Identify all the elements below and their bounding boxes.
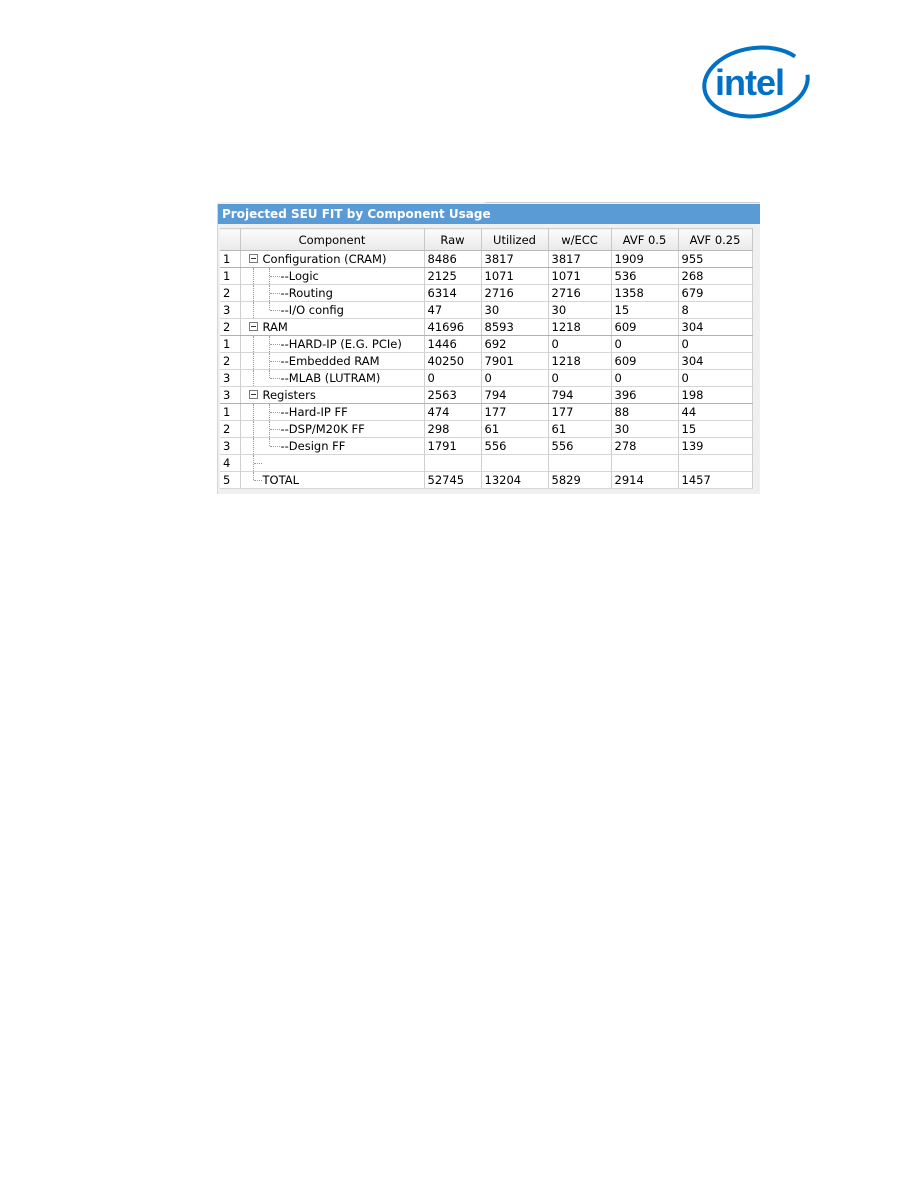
component-label: RAM — [262, 320, 288, 334]
table-row[interactable] — [220, 455, 752, 472]
avf-0-5-cell: 0 — [611, 336, 678, 353]
row-index: 2 — [220, 421, 240, 438]
component-cell — [240, 268, 424, 285]
raw-cell: 298 — [424, 421, 481, 438]
table-row[interactable] — [220, 421, 752, 438]
avf-0-25-cell: 268 — [678, 268, 752, 285]
wecc-cell: 3817 — [548, 251, 611, 268]
column-header-avf-0-25[interactable]: AVF 0.25 — [678, 229, 752, 251]
utilized-cell: 61 — [481, 421, 548, 438]
row-index: 4 — [220, 455, 240, 472]
avf-0-25-cell: 198 — [678, 387, 752, 404]
avf-0-25-cell: 1457 — [678, 472, 752, 489]
table-body — [220, 251, 752, 489]
row-index: 1 — [220, 268, 240, 285]
component-label: --Logic — [280, 269, 319, 283]
table-row[interactable] — [220, 387, 752, 404]
wecc-cell: 2716 — [548, 285, 611, 302]
row-index: 1 — [220, 336, 240, 353]
wecc-cell: 1071 — [548, 268, 611, 285]
utilized-cell: 0 — [481, 370, 548, 387]
collapse-toggle-icon[interactable] — [249, 322, 258, 331]
utilized-cell: 692 — [481, 336, 548, 353]
wecc-cell: 5829 — [548, 472, 611, 489]
avf-0-25-cell: 679 — [678, 285, 752, 302]
row-index: 2 — [220, 319, 240, 336]
row-index: 5 — [220, 472, 240, 489]
table-row[interactable] — [220, 404, 752, 421]
component-cell — [240, 455, 424, 472]
table-row[interactable] — [220, 370, 752, 387]
raw-cell: 1446 — [424, 336, 481, 353]
column-header-utilized[interactable]: Utilized — [481, 229, 548, 251]
table-row[interactable] — [220, 438, 752, 455]
utilized-cell: 8593 — [481, 319, 548, 336]
wecc-cell: 0 — [548, 370, 611, 387]
component-label: Registers — [262, 388, 316, 402]
component-label: --MLAB (LUTRAM) — [280, 371, 381, 385]
utilized-cell: 2716 — [481, 285, 548, 302]
avf-0-25-cell: 955 — [678, 251, 752, 268]
component-cell — [240, 370, 424, 387]
component-label: Configuration (CRAM) — [262, 252, 387, 266]
raw-cell: 6314 — [424, 285, 481, 302]
avf-0-25-cell: 304 — [678, 353, 752, 370]
component-label: --Hard-IP FF — [280, 405, 348, 419]
wecc-cell: 1218 — [548, 319, 611, 336]
avf-0-5-cell: 2914 — [611, 472, 678, 489]
wecc-cell: 61 — [548, 421, 611, 438]
component-label: --Routing — [280, 286, 333, 300]
table-row[interactable] — [220, 268, 752, 285]
utilized-cell: 30 — [481, 302, 548, 319]
table-row[interactable] — [220, 302, 752, 319]
utilized-cell: 556 — [481, 438, 548, 455]
column-header-component[interactable]: Component — [240, 229, 424, 251]
column-header-wecc[interactable]: w/ECC — [548, 229, 611, 251]
component-label: --DSP/M20K FF — [280, 422, 365, 436]
column-header-avf-0-5[interactable]: AVF 0.5 — [611, 229, 678, 251]
table-row[interactable] — [220, 472, 752, 489]
utilized-cell: 177 — [481, 404, 548, 421]
raw-cell: 2125 — [424, 268, 481, 285]
wecc-cell — [548, 455, 611, 472]
component-cell — [240, 251, 424, 268]
column-header-index[interactable] — [220, 229, 240, 251]
avf-0-5-cell: 0 — [611, 370, 678, 387]
utilized-cell: 13204 — [481, 472, 548, 489]
avf-0-5-cell: 1358 — [611, 285, 678, 302]
raw-cell: 8486 — [424, 251, 481, 268]
raw-cell: 47 — [424, 302, 481, 319]
wecc-cell: 177 — [548, 404, 611, 421]
component-cell — [240, 285, 424, 302]
avf-0-25-cell: 0 — [678, 336, 752, 353]
component-cell — [240, 319, 424, 336]
intel-logo-text: intel — [715, 62, 785, 103]
avf-0-5-cell: 15 — [611, 302, 678, 319]
component-label: --Design FF — [280, 439, 346, 453]
avf-0-5-cell — [611, 455, 678, 472]
raw-cell: 2563 — [424, 387, 481, 404]
component-label: TOTAL — [262, 473, 299, 487]
avf-0-5-cell: 30 — [611, 421, 678, 438]
wecc-cell: 794 — [548, 387, 611, 404]
row-index: 2 — [220, 285, 240, 302]
avf-0-5-cell: 396 — [611, 387, 678, 404]
table-row[interactable] — [220, 353, 752, 370]
avf-0-25-cell: 15 — [678, 421, 752, 438]
avf-0-25-cell: 139 — [678, 438, 752, 455]
wecc-cell: 1218 — [548, 353, 611, 370]
avf-0-5-cell: 609 — [611, 353, 678, 370]
utilized-cell: 3817 — [481, 251, 548, 268]
component-usage-table — [220, 228, 753, 489]
row-index: 3 — [220, 387, 240, 404]
utilized-cell: 1071 — [481, 268, 548, 285]
table-row[interactable] — [220, 285, 752, 302]
raw-cell: 40250 — [424, 353, 481, 370]
seu-fit-panel — [217, 202, 760, 494]
utilized-cell — [481, 455, 548, 472]
avf-0-5-cell: 536 — [611, 268, 678, 285]
collapse-toggle-icon[interactable] — [249, 254, 258, 263]
avf-0-25-cell: 0 — [678, 370, 752, 387]
intel-logo — [698, 44, 814, 122]
row-index: 1 — [220, 251, 240, 268]
row-index: 3 — [220, 438, 240, 455]
utilized-cell: 7901 — [481, 353, 548, 370]
column-header-raw[interactable]: Raw — [424, 229, 481, 251]
avf-0-5-cell: 1909 — [611, 251, 678, 268]
wecc-cell: 556 — [548, 438, 611, 455]
table-row[interactable] — [220, 336, 752, 353]
component-cell — [240, 387, 424, 404]
wecc-cell: 30 — [548, 302, 611, 319]
component-cell — [240, 302, 424, 319]
component-cell — [240, 438, 424, 455]
utilized-cell: 794 — [481, 387, 548, 404]
component-cell — [240, 404, 424, 421]
collapse-toggle-icon[interactable] — [249, 390, 258, 399]
panel-title: Projected SEU FIT by Component Usage — [218, 204, 760, 224]
row-index: 2 — [220, 353, 240, 370]
raw-cell: 41696 — [424, 319, 481, 336]
avf-0-25-cell: 8 — [678, 302, 752, 319]
raw-cell: 474 — [424, 404, 481, 421]
component-cell — [240, 353, 424, 370]
table-header-row — [220, 229, 752, 251]
table-row[interactable] — [220, 319, 752, 336]
component-cell — [240, 336, 424, 353]
component-cell — [240, 472, 424, 489]
avf-0-5-cell: 278 — [611, 438, 678, 455]
avf-0-25-cell: 44 — [678, 404, 752, 421]
component-label: --HARD-IP (E.G. PCIe) — [280, 337, 402, 351]
avf-0-5-cell: 609 — [611, 319, 678, 336]
raw-cell: 52745 — [424, 472, 481, 489]
row-index: 3 — [220, 370, 240, 387]
row-index: 1 — [220, 404, 240, 421]
raw-cell: 1791 — [424, 438, 481, 455]
component-label: --Embedded RAM — [280, 354, 380, 368]
component-cell — [240, 421, 424, 438]
raw-cell — [424, 455, 481, 472]
avf-0-25-cell: 304 — [678, 319, 752, 336]
table-row[interactable] — [220, 251, 752, 268]
raw-cell: 0 — [424, 370, 481, 387]
avf-0-25-cell — [678, 455, 752, 472]
wecc-cell: 0 — [548, 336, 611, 353]
component-label: --I/O config — [280, 303, 344, 317]
avf-0-5-cell: 88 — [611, 404, 678, 421]
row-index: 3 — [220, 302, 240, 319]
